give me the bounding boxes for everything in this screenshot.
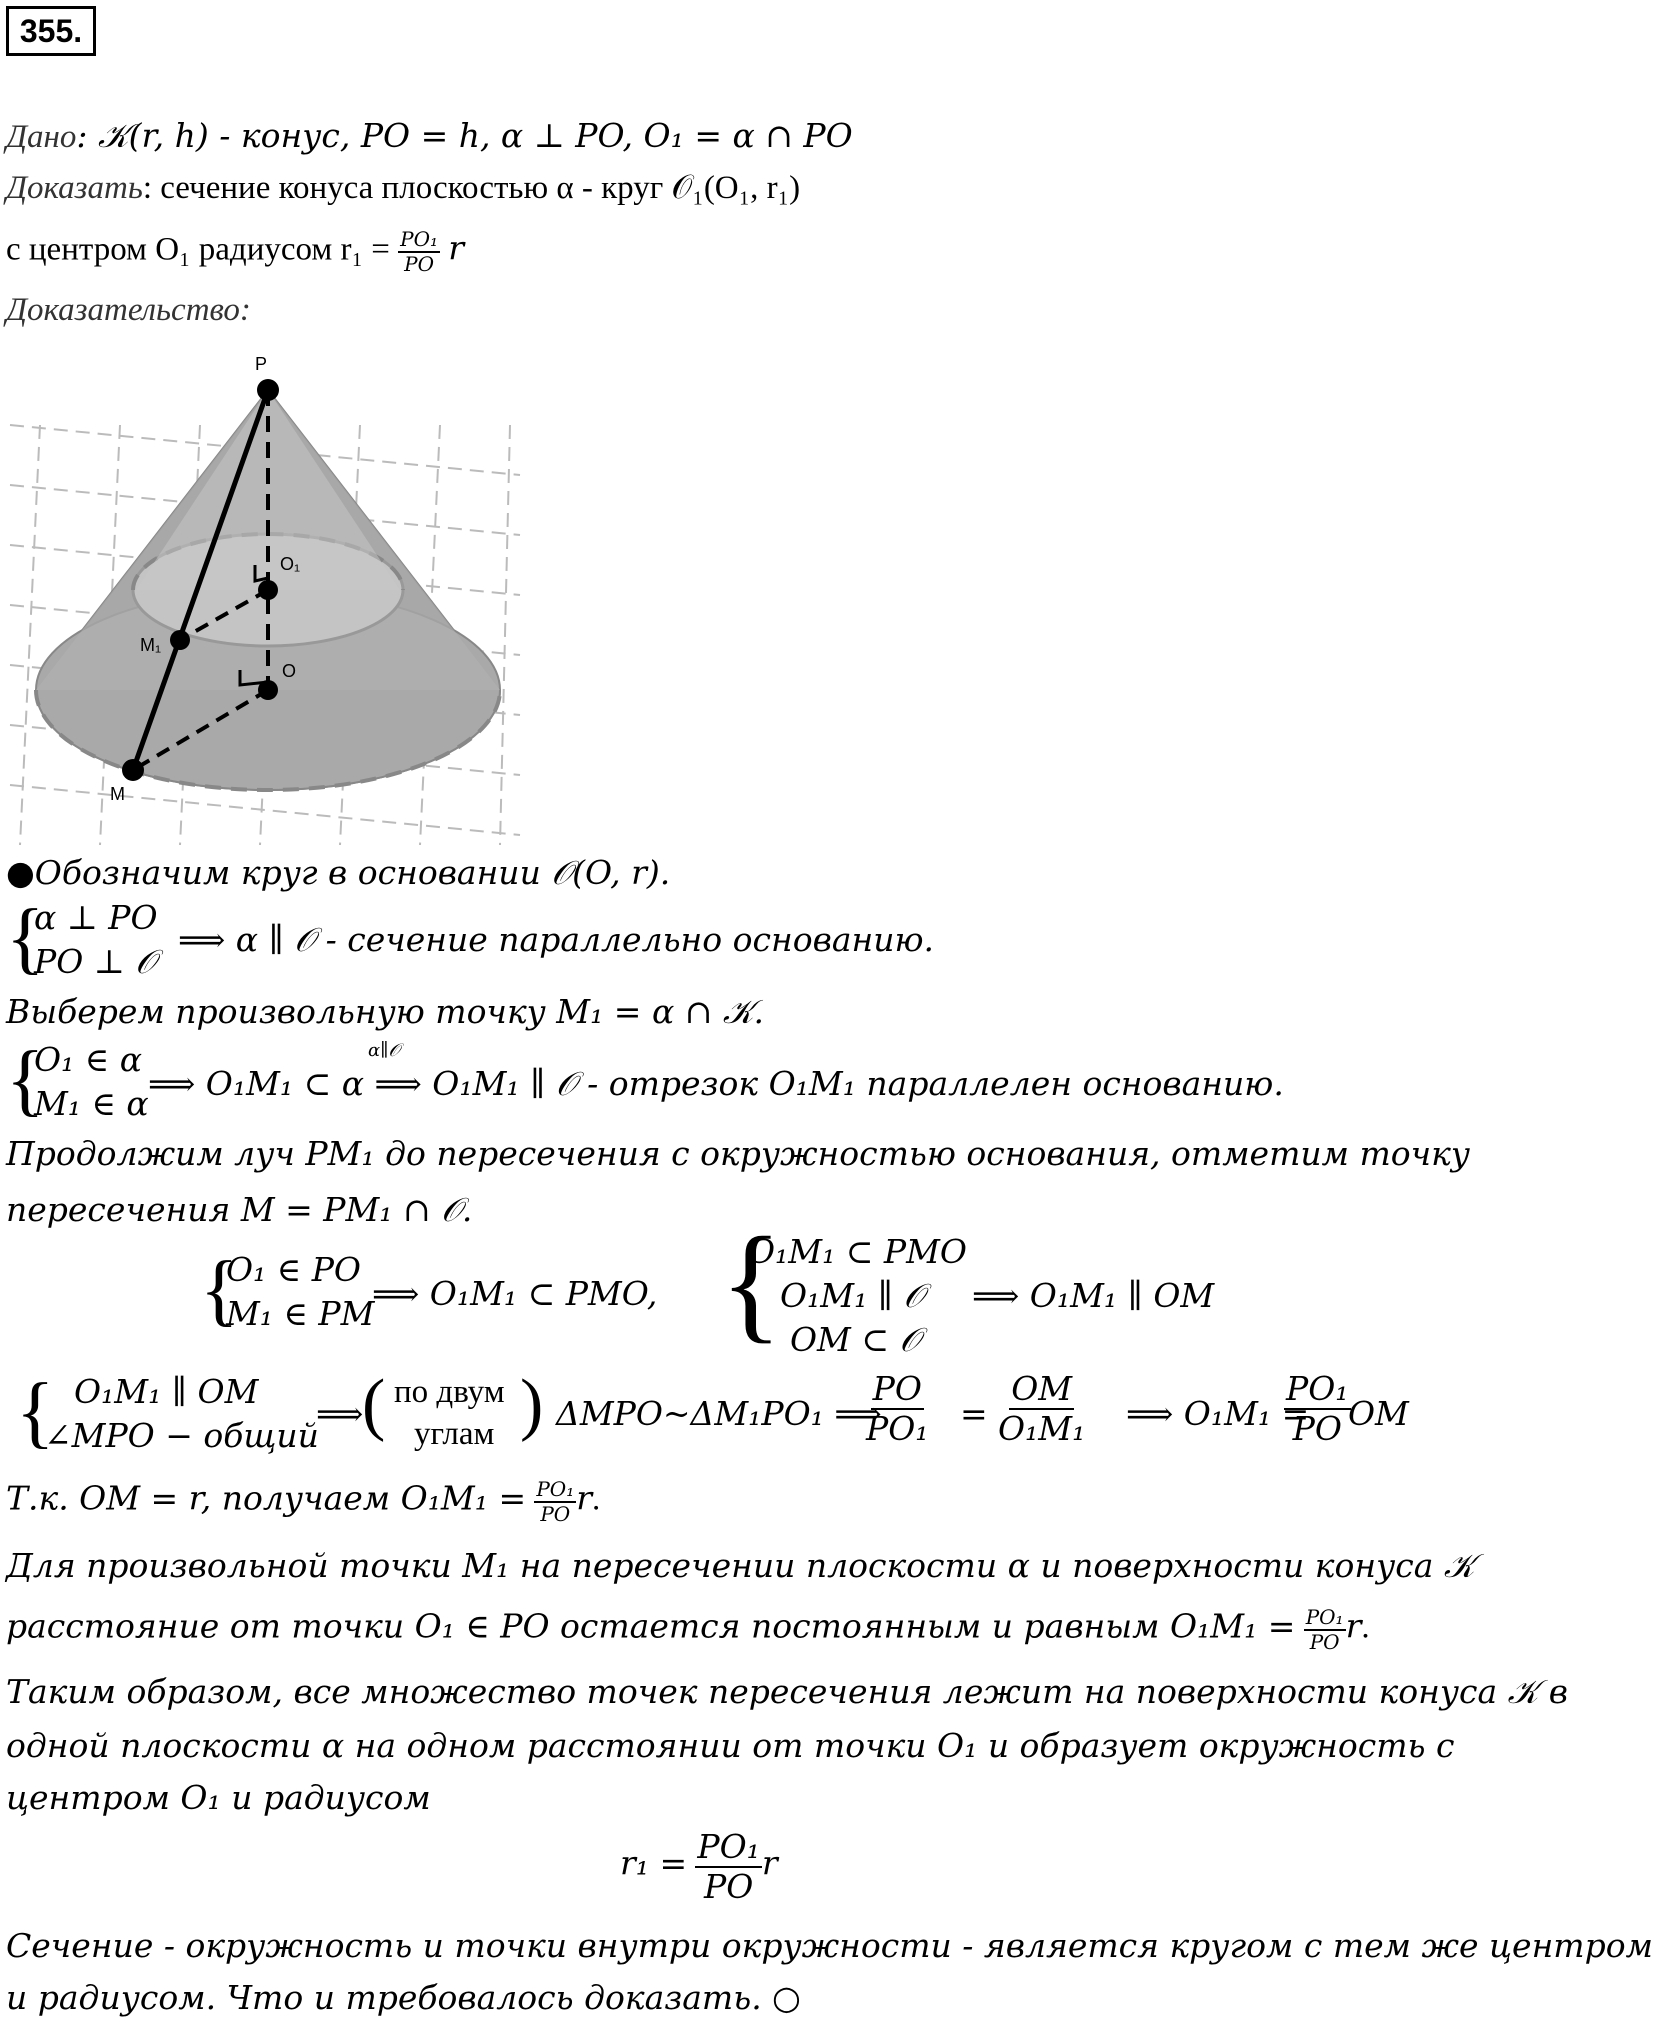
prove-label: Доказать [6,170,143,206]
label-m: M [110,784,125,804]
line-11: Сечение - окружность и точки внутри окружности - является кругом с тем же центром [6,1926,1653,1965]
final-formula: r₁ = $\frac{\text{PO₁}}{PO}$ r [620,1827,778,1906]
line-6: Для произвольной точки M₁ на пересечении плоскости α и поверхности конуса 𝒦 [6,1546,1475,1585]
line-3: Продолжим луч PM₁ до пересечения с окружностью основания, отметим точку [6,1134,1471,1173]
prove-text-2: с центром O₁ радиусом r₁ = [6,231,390,268]
given-text: : 𝒦(r, h) - конус, PO = h, α ⊥ PO, O₁ = α ∩ PO [76,116,853,155]
line-5: Т.к. OM = r, получаем O₁M₁ = $\frac{\text{PO₁}}{PO}$ r. [6,1477,601,1526]
point-p [257,379,279,401]
given-label: Дано [6,119,77,155]
problem-number: 355. [6,6,96,56]
label-o: O [282,661,297,681]
line-12: и радиусом. Что и требовалось доказать. ○ [6,1978,801,2017]
line-10: центром O₁ и радиусом [6,1778,431,1817]
line-8: Таким образом, все множество точек пересечения лежит на поверхности конуса 𝒦 в [6,1672,1568,1711]
point-o1 [258,580,278,600]
line-4: пересечения M = PM₁ ∩ 𝒪. [6,1190,473,1229]
label-o1: O₁ [280,554,301,574]
line-2: Выберем произвольную точку M₁ = α ∩ 𝒦. [6,992,765,1031]
label-m1: M₁ [140,635,162,655]
line-1: ●Обозначим круг в основании 𝒪(O, r). [6,853,671,892]
prove-line-2: с центром O₁ радиусом r₁ = $\frac{\text{PO₁}}{PO}$ r [6,227,465,276]
point-o [258,680,278,700]
prove-text-1: : сечение конуса плоскостью α - круг 𝒪₁(O₁, r₁) [142,170,801,206]
line-7: расстояние от точки O₁ ∈ PO остается постоянным и равным O₁M₁ = $\frac{\text{PO₁}}{PO}$ r. [6,1605,1370,1654]
point-m1 [170,630,190,650]
prove-line-1 [6,168,800,208]
prove-fraction: $\frac{\text{PO₁}}{PO}$ [400,227,439,276]
line-9: одной плоскости α на одном расстоянии от точки O₁ и образует окружность с [6,1726,1455,1765]
given-line [6,116,853,157]
label-p: P [255,354,268,374]
point-m [122,759,144,781]
system-5: { O₁M₁ ∥ OM ∠MPO − общий ⟹ ( по двум углам ) ΔMPO~ΔM₁PO₁ ⟹ $\frac{PO}{\text{PO₁}}$ = $\frac{OM}{\text{O₁M₁}}$ ⟹ O₁M₁ = $\frac{\text{PO₁}}{PO}$ OM [16,1366,1409,1456]
proof-label: Доказательство: [6,292,251,328]
cone-figure [0,345,530,845]
